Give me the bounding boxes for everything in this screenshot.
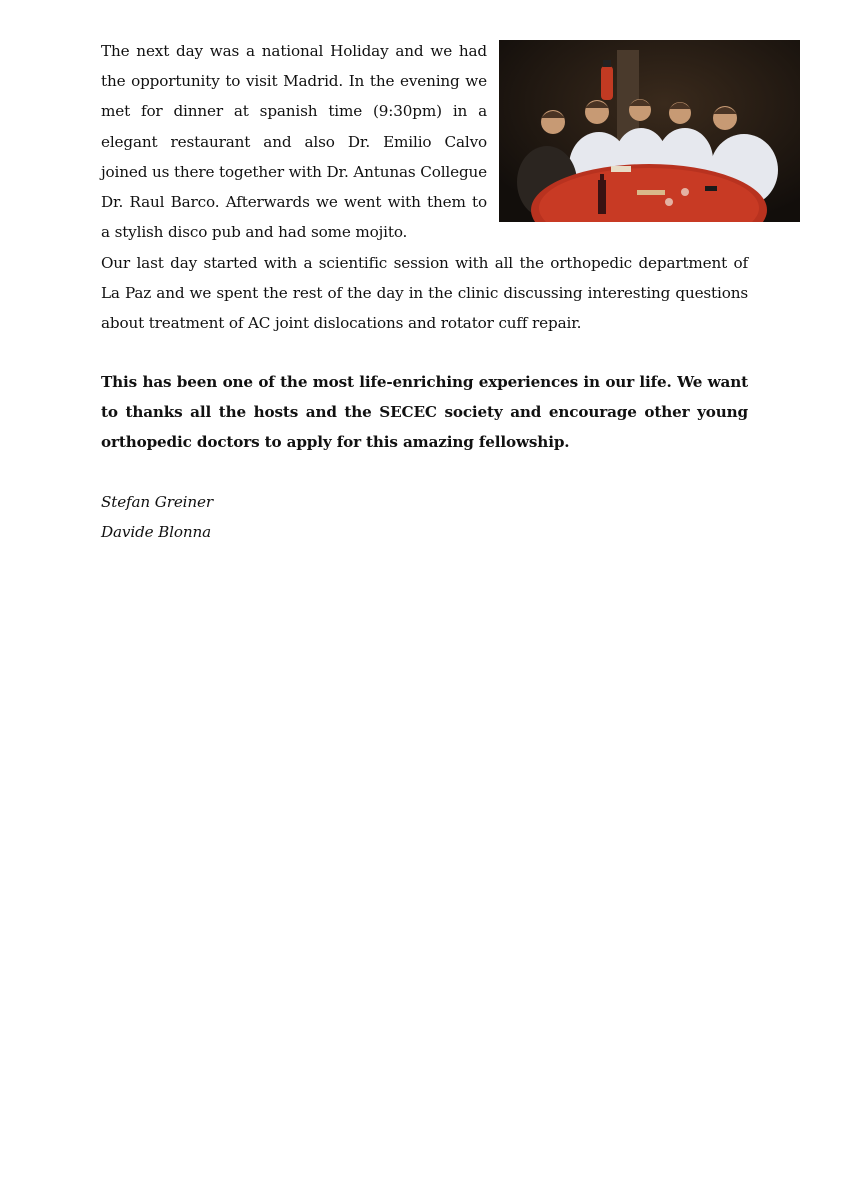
closing-statement: This has been one of the most life-enriching experiences in our life. We want to thanks all the hosts and the SECEC society and encourage other young orthopedic doctors to apply for this amazing fellowship.: [101, 373, 748, 452]
signature-stefan-greiner: Stefan Greiner: [101, 493, 213, 511]
signature-davide-blonna: Davide Blonna: [101, 523, 212, 541]
dinner-photo-illustration: [499, 40, 800, 222]
dinner-group-photo: [499, 40, 800, 222]
paragraph-dinner-madrid: The next day was a national Holiday and we had the opportunity to visit Madrid. In the evening we met for dinner at spanish time (9:30pm) in a elegant restaurant and also Dr. Emilio Calvo joined us there together with Dr. Antunas Collegue Dr. Raul Barco. Afterwards we went with them to a stylish disco pub and had some mojito.: [101, 42, 487, 242]
paragraph-last-day: Our last day started with a scientific session with all the orthopedic department of La Paz and we spent the rest of the day in the clinic discussing interesting questions about treatment of AC joint dislocations and rotator cuff repair.: [101, 254, 748, 333]
